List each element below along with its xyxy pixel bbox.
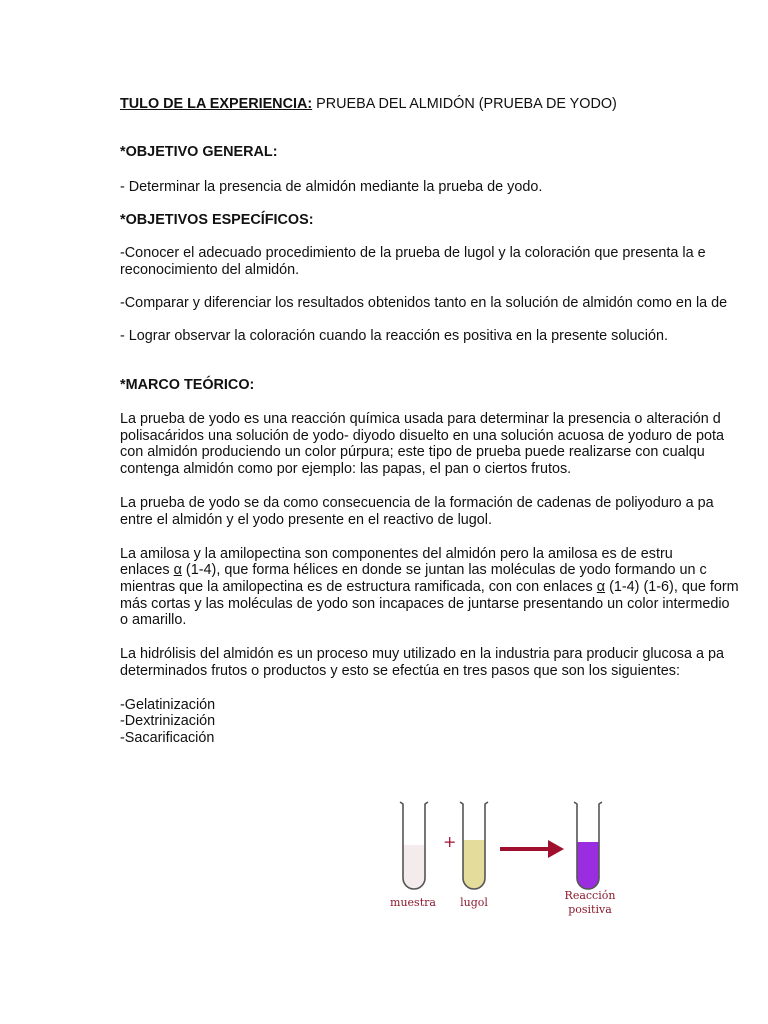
marco-p3-line5: o amarillo.	[120, 612, 187, 628]
label-muestra: muestra	[390, 896, 436, 909]
reaction-arrow-icon	[500, 840, 564, 858]
alpha-symbol: α	[596, 579, 606, 595]
objetivo-general-text: - Determinar la presencia de almidón mediante la prueba de yodo.	[120, 179, 543, 195]
marco-p3-line3-start: mientras que la amilopectina es de estructura ramificada, con con enlaces	[120, 579, 597, 595]
step-dextrinizacion: -Dextrinización	[120, 713, 216, 729]
marco-p2-line2: entre el almidón y el yodo presente en el reactivo de lugol.	[120, 512, 492, 528]
objetivo-especifico-2: -Comparar y diferenciar los resultados obtenidos tanto en la solución de almidón como en la de	[120, 295, 728, 311]
marco-p3-line3	[120, 579, 739, 596]
marco-p1-line4: contenga almidón como por ejemplo: las papas, el pan o ciertos frutos.	[120, 461, 572, 477]
marco-p3-line2	[120, 562, 707, 579]
tube-reaccion-positiva	[574, 802, 602, 889]
objetivo-especifico-3: - Lograr observar la coloración cuando la reacción es positiva en la presente solución.	[120, 328, 668, 344]
plus-sign: +	[443, 832, 457, 851]
marco-p3-line2-end: (1-4), que forma hélices en donde se juntan las moléculas de yodo formando un c	[181, 562, 707, 578]
alpha-symbol: α	[173, 562, 182, 578]
marco-p4-line1: La hidrólisis del almidón es un proceso muy utilizado en la industria para producir glucosa a pa	[120, 646, 724, 662]
objetivo-especifico-1-line2: reconocimiento del almidón.	[120, 262, 300, 278]
objetivo-general-heading: *OBJETIVO GENERAL:	[120, 144, 278, 160]
marco-p4-line2: determinados frutos o productos y esto se efectúa en tres pasos que son los siguientes:	[120, 663, 680, 679]
objetivos-especificos-heading: *OBJETIVOS ESPECÍFICOS:	[120, 212, 314, 228]
marco-p3-line4: más cortas y las moléculas de yodo son incapaces de juntarse presentando un color intermedio	[120, 596, 730, 612]
marco-p3-line3-end: (1-4) (1-6), que form	[605, 579, 739, 595]
label-reaccion: Reacción	[564, 889, 616, 902]
starch-test-figure	[380, 790, 640, 930]
tube-lugol	[460, 802, 488, 889]
marco-p1-line1: La prueba de yodo es una reacción química usada para determinar la presencia o alteración d	[120, 411, 721, 427]
title-value: PRUEBA DEL ALMIDÓN (PRUEBA DE YODO)	[312, 96, 617, 112]
title-label: TULO DE LA EXPERIENCIA:	[120, 96, 313, 112]
marco-p3-line2-start: enlaces	[120, 562, 174, 578]
marco-p1-line2: polisacáridos una solución de yodo- diyodo disuelto en una solución acuosa de yoduro de pota	[120, 428, 725, 444]
marco-p2-line1: La prueba de yodo se da como consecuencia de la formación de cadenas de poliyoduro a pa	[120, 495, 714, 511]
tube-muestra	[400, 802, 428, 889]
step-gelatinizacion: -Gelatinización	[120, 697, 216, 713]
document-title	[120, 96, 617, 113]
label-positiva: positiva	[568, 903, 612, 916]
marco-teorico-heading: *MARCO TEÓRICO:	[120, 377, 255, 393]
marco-p3-line1: La amilosa y la amilopectina son componentes del almidón pero la amilosa es de estru	[120, 546, 673, 562]
marco-p1-line3: con almidón produciendo un color púrpura; este tipo de prueba puede realizarse con cualqu	[120, 444, 705, 460]
label-lugol: lugol	[460, 896, 488, 909]
objetivo-especifico-1-line1: -Conocer el adecuado procedimiento de la prueba de lugol y la coloración que presenta la e	[120, 245, 706, 261]
step-sacarificacion: -Sacarificación	[120, 730, 215, 746]
